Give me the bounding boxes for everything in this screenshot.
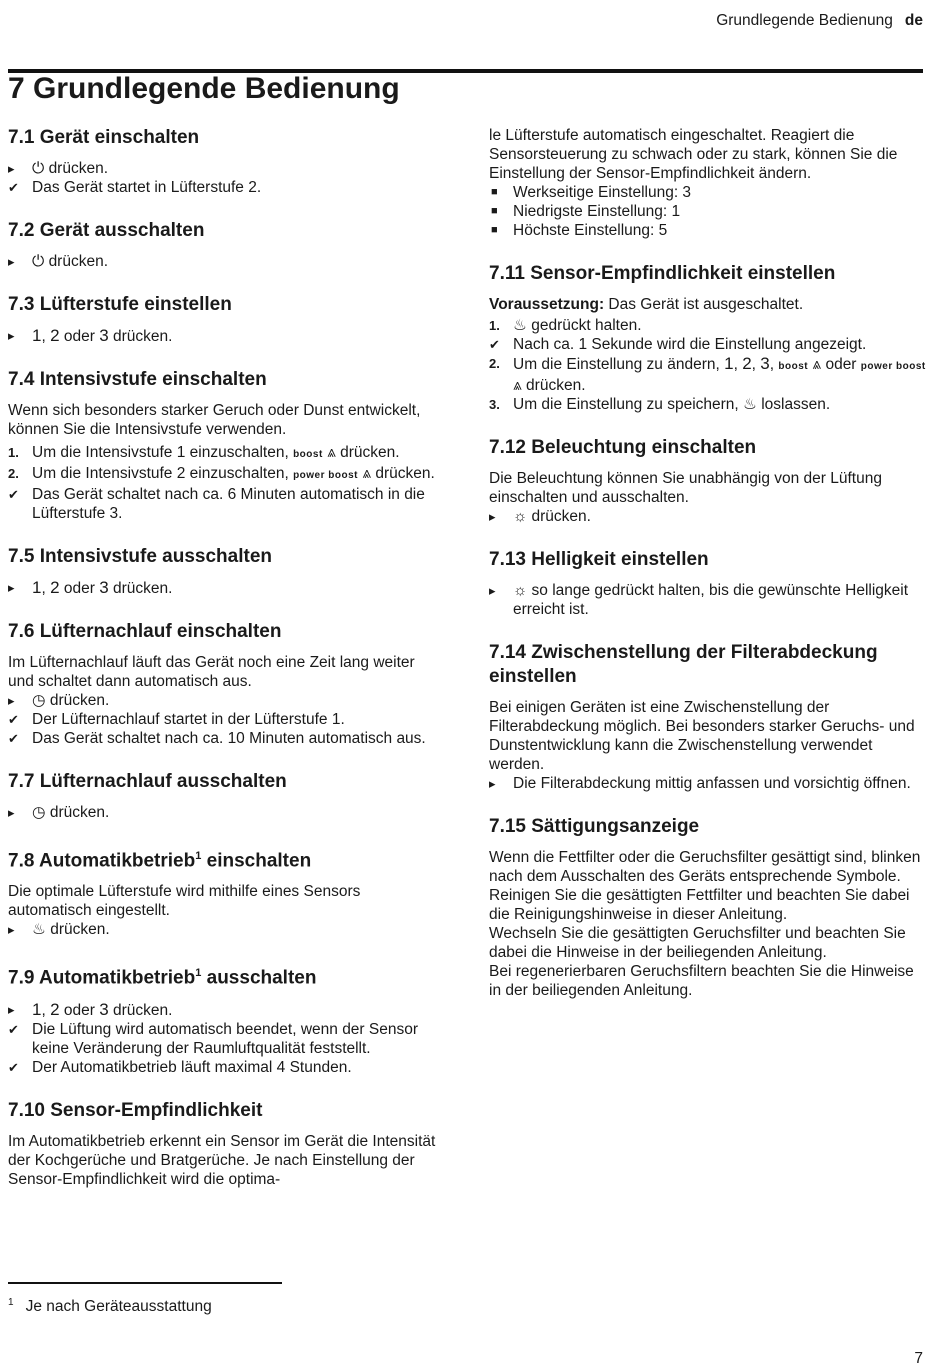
section-7-6 bbox=[8, 620, 440, 748]
separator: , bbox=[41, 1001, 51, 1019]
numbered-step bbox=[489, 395, 927, 414]
paragraph: Wenn sich besonders starker Geruch oder Dunst entwickelt, können Sie die Intensivstufe verwenden. bbox=[8, 402, 421, 438]
check-icon: ✔ bbox=[8, 1021, 19, 1037]
separator: , bbox=[751, 356, 761, 373]
check-icon: ✔ bbox=[8, 487, 19, 502]
step-item bbox=[8, 691, 440, 710]
step-text: Um die Einstellung zu speichern, ♨ loslassen. bbox=[513, 396, 831, 413]
section-title: 7.1 Gerät einschalten bbox=[8, 127, 200, 148]
text: Um die Einstellung zu ändern, bbox=[513, 356, 725, 373]
step-text bbox=[32, 443, 400, 464]
section-title: 7.5 Intensivstufe ausschalten bbox=[8, 546, 272, 567]
prerequisite-label: Voraussetzung: bbox=[489, 296, 605, 313]
key-2: 2 bbox=[50, 326, 60, 345]
text: ⩓ drücken. bbox=[358, 465, 435, 482]
step-text bbox=[32, 464, 435, 485]
result-text: Das Gerät schaltet nach ca. 6 Minuten automatisch in die Lüfterstufe 3. bbox=[32, 486, 425, 522]
section-7-13 bbox=[489, 548, 927, 619]
footnote-text: Je nach Geräteausstattung bbox=[25, 1298, 212, 1316]
step-item bbox=[8, 1000, 440, 1020]
footnote-rule bbox=[8, 1282, 282, 1284]
result-text: Der Lüfternachlauf startet in der Lüfterstufe 1. bbox=[32, 711, 345, 728]
step-marker-icon: ▸ bbox=[489, 509, 496, 524]
section-7-12 bbox=[489, 436, 927, 526]
key-2: 2 bbox=[50, 578, 60, 597]
chapter-title: 7 Grundlegende Bedienung bbox=[8, 72, 400, 105]
paragraph: Wechseln Sie die gesättigten Geruchsfilter und beachten Sie dabei die Hinweise in der beiliegenden Anleitung. bbox=[489, 925, 906, 961]
step-text: ☼ drücken. bbox=[513, 508, 591, 525]
bullet-text: Werkseitige Einstellung: 3 bbox=[513, 184, 692, 201]
key-2: 2 bbox=[742, 354, 752, 373]
section-7-3 bbox=[8, 293, 440, 346]
step-text: Die Filterabdeckung mittig anfassen und vorsichtig öffnen. bbox=[513, 775, 911, 792]
numbered-step bbox=[8, 464, 440, 485]
prerequisite-text: Das Gerät ist ausgeschaltet. bbox=[604, 296, 804, 313]
paragraph: Bei einigen Geräten ist eine Zwischenstellung der Filterabdeckung möglich. Bei besonders starker Geruchs- und Dunstentwicklung kann die Zwischenstellung verwendet werden. bbox=[489, 699, 915, 773]
section-title: 7.7 Lüfternachlauf ausschalten bbox=[8, 771, 287, 792]
section-title bbox=[8, 844, 440, 873]
step-text bbox=[32, 578, 172, 598]
step-marker-icon: ▸ bbox=[8, 580, 15, 595]
check-icon: ✔ bbox=[8, 180, 19, 195]
or-text: oder bbox=[59, 1001, 100, 1019]
step-marker-icon: ▸ bbox=[8, 693, 15, 708]
step-marker-icon: ▸ bbox=[8, 805, 15, 820]
bullet-item bbox=[489, 202, 927, 221]
tail-text: drücken. bbox=[108, 1001, 173, 1019]
footnote-mark: 1 bbox=[8, 1297, 14, 1308]
paragraph: le Lüfterstufe automatisch eingeschaltet. Reagiert die Sensorsteuerung zu schwach oder zu stark, können Sie die Einstellung der Sensor-Empfindlichkeit ändern. bbox=[489, 127, 898, 182]
result-text: Die Lüftung wird automatisch beendet, wenn der Sensor keine Veränderung der Raumluftqualität feststellt. bbox=[32, 1020, 419, 1057]
separator: , bbox=[733, 356, 743, 373]
step-item bbox=[8, 326, 440, 346]
step-text: ◷ drücken. bbox=[32, 804, 110, 821]
section-7-11 bbox=[489, 262, 927, 414]
paragraph: Im Automatikbetrieb erkennt ein Sensor im Gerät die Intensität der Kochgerüche und Bratgerüche. Je nach Einstellung der Sensor-Empfindlichkeit wird die optima- bbox=[8, 1132, 436, 1188]
header-title: Grundlegende Bedienung bbox=[716, 12, 893, 29]
or-text: oder bbox=[59, 580, 100, 597]
numbered-step bbox=[489, 354, 927, 395]
section-7-10-continued bbox=[489, 126, 927, 240]
section-title: 7.11 Sensor-Empfindlichkeit einstellen bbox=[489, 263, 836, 284]
section-7-2 bbox=[8, 219, 440, 271]
key-3: 3 bbox=[99, 326, 109, 345]
step-text: ♨ drücken. bbox=[32, 921, 110, 939]
section-7-7 bbox=[8, 770, 440, 822]
section-7-14 bbox=[489, 641, 927, 793]
step-marker-icon: ▸ bbox=[8, 161, 15, 176]
separator: , bbox=[41, 328, 51, 345]
section-7-9 bbox=[8, 961, 440, 1076]
step-number: 1. bbox=[8, 445, 19, 460]
step-item bbox=[489, 507, 927, 526]
step-text: ◷ drücken. bbox=[32, 692, 110, 709]
section-title: 7.15 Sättigungsanzeige bbox=[489, 816, 700, 837]
bullet-icon: ■ bbox=[491, 205, 498, 217]
or-text: oder bbox=[59, 328, 100, 345]
title-text: 7.8 Automatikbetrieb bbox=[8, 850, 196, 872]
step-text bbox=[32, 1000, 172, 1020]
step-number: 1. bbox=[489, 318, 500, 333]
step-number: 2. bbox=[489, 356, 500, 371]
step-number: 3. bbox=[489, 397, 500, 412]
prerequisite bbox=[489, 295, 927, 314]
paragraph: Die optimale Lüfterstufe wird mithilfe eines Sensors automatisch eingestellt. bbox=[8, 883, 361, 920]
step-marker-icon: ▸ bbox=[489, 583, 496, 598]
right-column bbox=[489, 126, 927, 1022]
step-text: ♨ gedrückt halten. bbox=[513, 317, 642, 334]
bullet-icon: ■ bbox=[491, 186, 498, 198]
step-marker-icon: ▸ bbox=[8, 328, 15, 343]
step-marker-icon: ▸ bbox=[8, 254, 15, 269]
step-text bbox=[32, 326, 172, 346]
section-title: 7.13 Helligkeit einstellen bbox=[489, 549, 709, 570]
section-title: 7.6 Lüfternachlauf einschalten bbox=[8, 621, 282, 642]
check-icon: ✔ bbox=[8, 712, 19, 727]
text: ⩓ drücken. bbox=[513, 377, 586, 394]
step-text: ☼ so lange gedrückt halten, bis die gewünschte Helligkeit erreicht ist. bbox=[513, 582, 909, 618]
step-marker-icon: ▸ bbox=[8, 922, 15, 938]
paragraph: Bei regenerierbaren Geruchsfiltern beachten Sie die Hinweise in der beiliegenden Anleitung. bbox=[489, 963, 914, 999]
paragraph: Reinigen Sie die gesättigten Fettfilter und beachten Sie dabei die Reinigungshinweise in dieser Anleitung. bbox=[489, 887, 910, 923]
tail-text: drücken. bbox=[108, 580, 173, 597]
key-3: 3 bbox=[99, 578, 109, 597]
section-7-10 bbox=[8, 1099, 440, 1189]
step-item bbox=[489, 581, 927, 619]
key-1: 1 bbox=[724, 354, 734, 373]
language-code: de bbox=[904, 12, 923, 29]
section-7-4 bbox=[8, 368, 440, 523]
power-boost-icon: power boost bbox=[293, 470, 359, 481]
step-item bbox=[8, 159, 440, 178]
step-item bbox=[8, 803, 440, 822]
section-7-15 bbox=[489, 815, 927, 1000]
text: ⩓ drücken. bbox=[322, 444, 400, 461]
title-text: 7.9 Automatikbetrieb bbox=[8, 967, 196, 989]
result-item bbox=[489, 335, 927, 354]
check-icon: ✔ bbox=[8, 1059, 19, 1075]
key-1: 1 bbox=[32, 999, 42, 1019]
text: Um die Intensivstufe 1 einzuschalten, bbox=[32, 444, 294, 461]
check-icon: ✔ bbox=[8, 731, 19, 746]
step-item bbox=[8, 252, 440, 271]
paragraph: Im Lüfternachlauf läuft das Gerät noch eine Zeit lang weiter und schaltet dann automatisch aus. bbox=[8, 654, 415, 690]
step-item bbox=[489, 774, 927, 793]
result-text: Das Gerät startet in Lüfterstufe 2. bbox=[32, 179, 262, 196]
section-7-8 bbox=[8, 844, 440, 939]
numbered-step bbox=[8, 443, 440, 464]
power-boost-icon: power boost bbox=[860, 361, 926, 372]
left-column bbox=[8, 126, 440, 1211]
boost-icon: boost bbox=[293, 449, 323, 460]
step-marker-icon: ▸ bbox=[489, 776, 496, 791]
paragraph: Die Beleuchtung können Sie unabhängig von der Lüftung einschalten und ausschalten. bbox=[489, 470, 882, 506]
title-text: einschalten bbox=[201, 850, 312, 872]
result-item bbox=[8, 178, 440, 197]
section-7-1 bbox=[8, 126, 440, 197]
result-text: Nach ca. 1 Sekunde wird die Einstellung angezeigt. bbox=[513, 336, 867, 353]
key-1: 1 bbox=[32, 578, 42, 597]
section-title: 7.4 Intensivstufe einschalten bbox=[8, 369, 267, 390]
section-7-5 bbox=[8, 545, 440, 598]
separator: , bbox=[41, 580, 51, 597]
title-text: ausschalten bbox=[201, 967, 317, 989]
bullet-icon: ■ bbox=[491, 224, 498, 236]
key-1: 1 bbox=[32, 326, 42, 345]
running-header bbox=[716, 12, 923, 30]
key-3: 3 bbox=[760, 354, 770, 373]
result-text: Der Automatikbetrieb läuft maximal 4 Stunden. bbox=[32, 1058, 352, 1076]
text: Um die Intensivstufe 2 einzuschalten, bbox=[32, 465, 294, 482]
bullet-item bbox=[489, 221, 927, 240]
numbered-step bbox=[489, 316, 927, 335]
step-marker-icon: ▸ bbox=[8, 1001, 15, 1017]
step-text: ⏻ drücken. bbox=[32, 253, 109, 270]
step-number: 2. bbox=[8, 466, 19, 481]
check-icon: ✔ bbox=[489, 337, 500, 352]
step-item bbox=[8, 578, 440, 598]
bullet-text: Höchste Einstellung: 5 bbox=[513, 222, 668, 239]
footnote-ref: 1 bbox=[195, 967, 202, 980]
result-item bbox=[8, 485, 440, 523]
section-title: 7.10 Sensor-Empfindlichkeit bbox=[8, 1099, 263, 1121]
bullet-text: Niedrigste Einstellung: 1 bbox=[513, 203, 681, 220]
section-title: 7.14 Zwischenstellung der Filterabdeckung einstellen bbox=[489, 642, 878, 687]
section-title: 7.3 Lüfterstufe einstellen bbox=[8, 294, 232, 315]
key-2: 2 bbox=[50, 999, 60, 1019]
page-number: 7 bbox=[914, 1350, 923, 1367]
result-item bbox=[8, 1058, 440, 1077]
step-text: ⏻ drücken. bbox=[32, 160, 109, 177]
result-item bbox=[8, 1020, 440, 1058]
key-3: 3 bbox=[99, 999, 109, 1019]
step-text bbox=[513, 354, 927, 395]
step-item bbox=[8, 920, 440, 939]
footnote-ref: 1 bbox=[195, 850, 202, 862]
boost-icon: boost bbox=[778, 361, 809, 372]
footnote bbox=[8, 1297, 212, 1316]
separator: , bbox=[769, 356, 779, 373]
section-title: 7.2 Gerät ausschalten bbox=[8, 220, 205, 241]
result-item bbox=[8, 710, 440, 729]
bullet-item bbox=[489, 183, 927, 202]
result-text: Das Gerät schaltet nach ca. 10 Minuten automatisch aus. bbox=[32, 730, 426, 747]
result-item bbox=[8, 729, 440, 748]
section-title bbox=[8, 961, 440, 990]
section-title: 7.12 Beleuchtung einschalten bbox=[489, 437, 757, 458]
tail-text: drücken. bbox=[108, 328, 173, 345]
text: ⩓ oder bbox=[808, 356, 861, 373]
paragraph: Wenn die Fettfilter oder die Geruchsfilter gesättigt sind, blinken nach dem Ausschalten des Geräts entsprechende Symbole. bbox=[489, 849, 921, 885]
